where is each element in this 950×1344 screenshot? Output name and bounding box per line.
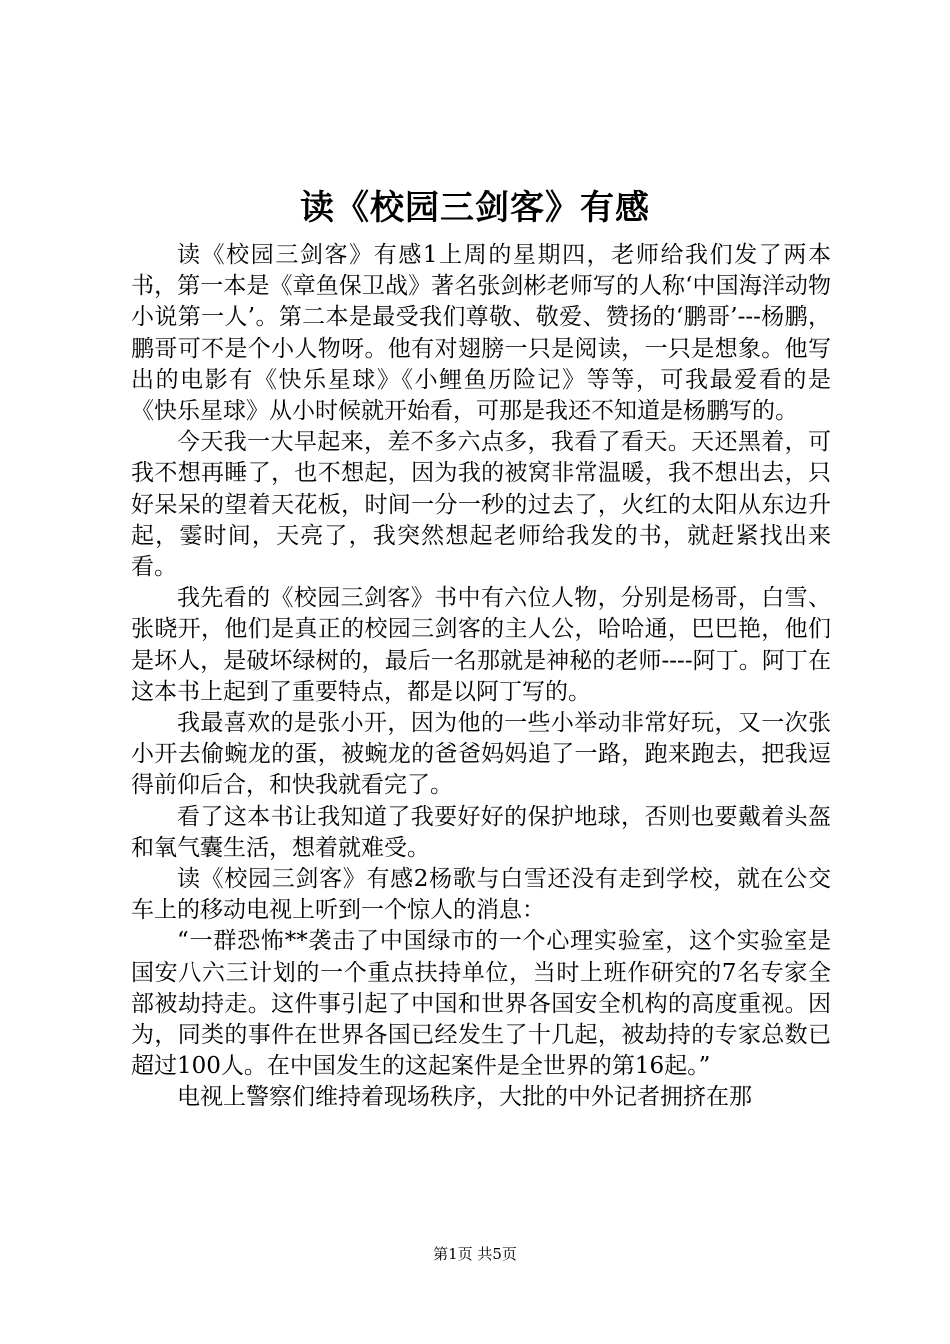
- paragraph-7-quote: “一群恐怖**袭击了中国绿市的一个心理实验室，这个实验室是国安八六三计划的一个重点扶持单位，当时上班作研究的7名专家全部被劫持走。这件事引起了中国和世界各国安全机构的高度重视。因为，同类的事件在世界各国已经发生了十几起，被劫持的专家总数已超过100人。在中国发生的这起案件是全世界的第16起。”: [131, 928, 831, 1080]
- paragraph-1: 读《校园三剑客》有感1上周的星期四，老师给我们发了两本书，第一本是《章鱼保卫战》著名张剑彬老师写的人称‘中国海洋动物小说第一人’。第二本是最受我们尊敬、敬爱、赞扬的‘鹏哥’---杨鹏，鹏哥可不是个小人物呀。他有对翅膀一只是阅读，一只是想象。他写出的电影有《快乐星球》《小鲤鱼历险记》等等，可我最爱看的是《快乐星球》从小时候就开始看，可那是我还不知道是杨鹏写的。: [131, 242, 831, 425]
- paragraph-4: 我最喜欢的是张小开，因为他的一些小举动非常好玩，又一次张小开去偷蜿龙的蛋，被蜿龙的爸爸妈妈追了一路，跑来跑去，把我逗得前仰后合，和快我就看完了。: [131, 710, 831, 799]
- page-number-footer: 第1页 共5页: [433, 1245, 517, 1263]
- document-title: 读《校园三剑客》有感: [300, 188, 650, 228]
- paragraph-3: 我先看的《校园三剑客》书中有六位人物，分别是杨哥，白雪、张晓开，他们是真正的校园三剑客的主人公，哈哈通，巴巴艳，他们是坏人，是破坏绿树的，最后一名那就是神秘的老师----阿丁。阿丁在这本书上起到了重要特点，都是以阿丁写的。: [131, 585, 831, 705]
- paragraph-2: 今天我一大早起来，差不多六点多，我看了看天。天还黑着，可我不想再睡了，也不想起，因为我的被窝非常温暖，我不想出去，只好呆呆的望着天花板，时间一分一秒的过去了，火红的太阳从东边升起，霎时间，天亮了，我突然想起老师给我发的书，就赶紧找出来看。: [131, 429, 831, 581]
- paragraph-5: 看了这本书让我知道了我要好好的保护地球，否则也要戴着头盔和氧气囊生活，想着就难受。: [131, 803, 831, 861]
- paragraph-6: 读《校园三剑客》有感2杨歌与白雪还没有走到学校，就在公交车上的移动电视上听到一个惊人的消息：: [131, 866, 831, 924]
- document-body: [131, 240, 831, 1114]
- paragraph-8: 电视上警察们维持着现场秩序，大批的中外记者拥挤在那: [177, 1084, 752, 1111]
